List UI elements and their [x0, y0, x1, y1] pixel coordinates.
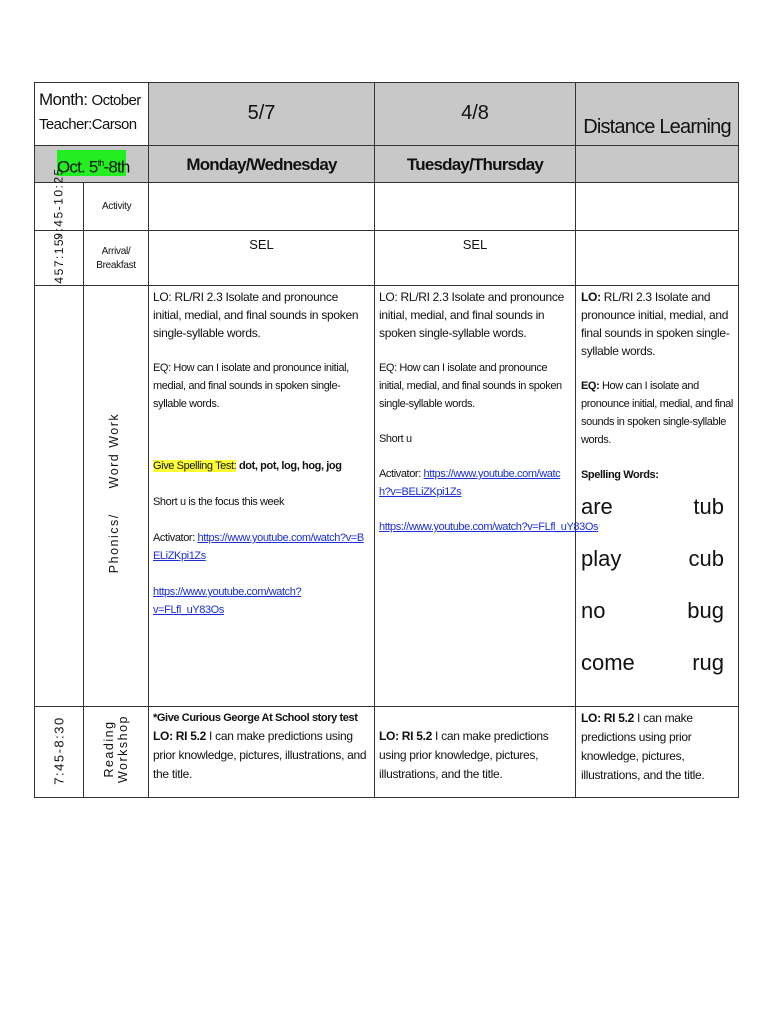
spelling-word: cub — [688, 546, 724, 571]
week-range-post: -8th — [103, 157, 130, 177]
phonics-col2-eq: EQ: How can I isolate and pronounce initial, medial, and final sounds in spoken single-syllable words. — [379, 362, 562, 410]
col1-days-header — [149, 146, 375, 183]
reading-label: Reading Workshop — [102, 714, 130, 784]
arrival-col3 — [576, 231, 739, 286]
phonics-col2-link2[interactable]: https://www.youtube.com/watch?v=FLfl_uY83Os — [379, 521, 599, 533]
col2-days: Tuesday/Thursday — [406, 155, 544, 174]
week-range-badge — [57, 150, 130, 177]
spelling-word: tub — [693, 494, 724, 519]
phonics-col3-lo — [581, 288, 734, 360]
lo-text: I can make predictions using prior knowledge, pictures, illustrations, and the title. — [581, 711, 705, 782]
phonics-col2-activator — [379, 465, 571, 501]
activity-col1 — [149, 183, 375, 231]
phonics-col1-focus: Short u is the focus this week — [153, 496, 285, 508]
week-range-pre: Oct. 5 — [57, 157, 98, 177]
eq-label: EQ: — [581, 380, 600, 392]
arrival-time-cell — [34, 231, 84, 286]
reading-col1 — [149, 707, 375, 798]
col1-days: Monday/Wednesday — [186, 155, 337, 174]
spelling-word: play — [581, 546, 622, 571]
col3-days-header — [576, 146, 739, 183]
spelling-word: bug — [687, 598, 724, 623]
lo-text: I can make predictions using prior knowledge, pictures, illustrations, and the title. — [153, 729, 367, 781]
reading-col1-lo — [153, 727, 368, 784]
phonics-label-cell — [84, 286, 149, 707]
month-value: October — [91, 92, 141, 109]
reading-col3 — [576, 707, 739, 798]
lo-text: I can make predictions using prior knowledge, pictures, illustrations, and the title. — [379, 729, 549, 781]
lesson-plan-table — [34, 82, 739, 798]
reading-col2-lo — [379, 727, 569, 784]
lo-label: LO: RI 5.2 — [581, 711, 635, 725]
activity-col2 — [375, 183, 576, 231]
spelling-word: no — [581, 598, 606, 623]
reading-col3-lo — [581, 709, 736, 785]
reading-col1-note: *Give Curious George At School story test — [153, 712, 358, 724]
month-teacher-cell — [34, 82, 149, 146]
arrival-col1 — [149, 231, 375, 286]
phonics-col3 — [576, 286, 739, 707]
eq-text: How can I isolate and pronounce initial, medial, and final sounds in spoken single-syllable words. — [581, 380, 733, 446]
activity-label: Activity — [102, 201, 132, 212]
activity-col3 — [576, 183, 739, 231]
phonics-col1-spelling-test — [153, 457, 368, 475]
phonics-col2-lo: LO: RL/RI 2.3 Isolate and pronounce initial, medial, and final sounds in spoken single-syllable words. — [379, 290, 564, 340]
phonics-label: Phonics/ Word Work — [107, 412, 121, 574]
spelling-test-words: dot, pot, log, hog, jog — [236, 460, 342, 472]
arrival-col2 — [375, 231, 576, 286]
month-label: Month: — [39, 90, 88, 109]
reading-time: 7:45-8:30 — [51, 716, 67, 785]
lo-text: RL/RI 2.3 Isolate and pronounce initial, medial, and final sounds in spoken single-syllable words. — [581, 290, 730, 358]
col2-days-header — [375, 146, 576, 183]
arrival-time: 457:15- — [52, 232, 66, 284]
week-range-sup: th — [97, 158, 104, 168]
arrival-col1-sel: SEL — [249, 237, 274, 252]
activator-link[interactable]: https://www.youtube.com/watch?v=BELiZKpi1Zs — [153, 532, 364, 562]
spelling-word: are — [581, 494, 613, 519]
teacher-name: Teacher:Carson — [39, 116, 137, 133]
distance-learning-title: Distance Learning — [583, 116, 731, 138]
phonics-col1 — [149, 286, 375, 707]
lo-label: LO: RI 5.2 — [379, 729, 433, 743]
spelling-word: come — [581, 650, 635, 675]
col2-date: 4/8 — [461, 102, 489, 124]
spelling-test-label: Give Spelling Test: — [153, 460, 237, 472]
lo-label: LO: — [581, 290, 601, 304]
arrival-label: Arrival/ Breakfast — [96, 246, 136, 271]
phonics-time-cell — [34, 286, 84, 707]
phonics-col1-activator — [153, 529, 368, 565]
activity-label-cell — [84, 183, 149, 231]
phonics-col1-lo: LO: RL/RI 2.3 Isolate and pronounce initial, medial, and final sounds in spoken single-syllable words. — [153, 290, 359, 340]
col1-date: 5/7 — [247, 102, 276, 124]
phonics-col3-eq — [581, 377, 734, 449]
col1-date-header — [149, 82, 375, 146]
spelling-word: rug — [692, 650, 724, 675]
activator-link[interactable]: https://www.youtube.com/watch?v=BELiZKpi1Zs — [379, 468, 561, 498]
activator-label: Activator: — [153, 532, 198, 544]
arrival-label-cell — [84, 231, 149, 286]
phonics-col1-link2[interactable]: https://www.youtube.com/watch?v=FLfl_uY83Os — [153, 586, 302, 616]
lo-label: LO: RI 5.2 — [153, 729, 207, 743]
activity-time: 9:45-10:25 — [51, 167, 66, 240]
arrival-col2-sel: SEL — [462, 237, 488, 252]
reading-time-cell — [34, 707, 84, 798]
reading-label-cell — [84, 707, 149, 798]
col2-date-header — [375, 82, 576, 146]
activator-label: Activator: — [379, 468, 424, 480]
spelling-words-label: Spelling Words: — [581, 469, 659, 481]
phonics-col1-eq: EQ: How can I isolate and pronounce initial, medial, and final sounds in spoken single-syllable words. — [153, 362, 349, 410]
col3-title-header — [576, 82, 739, 146]
reading-col2 — [375, 707, 576, 798]
phonics-col2-short: Short u — [379, 433, 412, 445]
